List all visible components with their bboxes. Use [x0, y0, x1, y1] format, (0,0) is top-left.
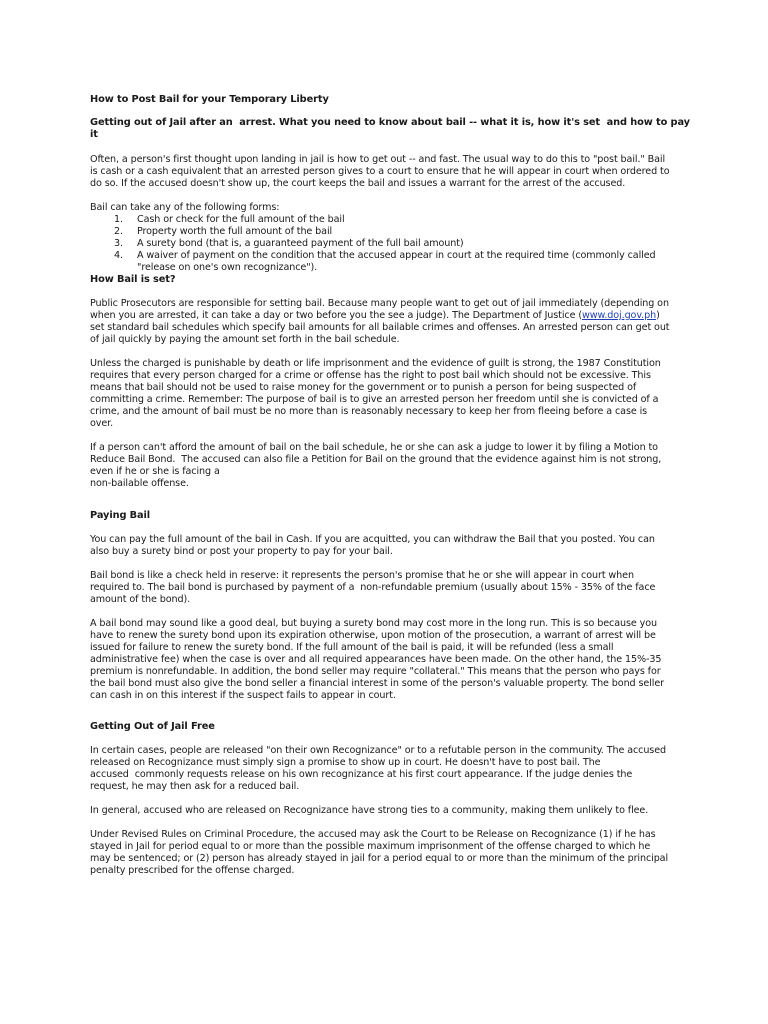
paragraph-line: have to renew the surety bond upon its expiration otherwise, upon motion of the prosecution, a warrant of arrest will be	[90, 630, 656, 641]
list-item-text: "release on one's own recognizance").	[137, 262, 318, 273]
intro-line: is cash or a cash equivalent that an arrested person gives to a court to ensure that he will appear in court when ordered to	[90, 166, 670, 177]
forms-intro: Bail can take any of the following forms:	[90, 202, 280, 213]
paragraph-line: issued for failure to renew the surety bond. If the full amount of the bail is paid, it will be refunded (less a small	[90, 642, 614, 653]
paragraph-line-text: when you are arrested, it can take a day or two before you the see a judge). The Department of Justice (	[90, 310, 582, 321]
document-title: How to Post Bail for your Temporary Liberty	[90, 94, 329, 105]
paragraph-line-text: )	[656, 310, 660, 321]
list-item-text: A surety bond (that is, a guaranteed payment of the full bail amount)	[137, 238, 464, 249]
list-item-text: Cash or check for the full amount of the bail	[137, 214, 345, 225]
list-item-number: 1.	[114, 214, 123, 225]
paragraph-line: committing a crime. Remember: The purpose of bail is to give an arrested person her freedom until she is convicted of a	[90, 394, 659, 405]
paragraph-line: accused commonly requests release on his own recognizance at his first court appearance. If the judge denies the	[90, 769, 633, 780]
paragraph-line: can cash in on this interest if the suspect fails to appear in court.	[90, 690, 396, 701]
paragraph-line: A bail bond may sound like a good deal, but buying a surety bond may cost more in the long run. This is so because you	[90, 618, 657, 629]
paragraph-line: set standard bail schedules which specify bail amounts for all bailable crimes and offenses. An arrested person can get out	[90, 322, 670, 333]
paragraph-line: required to. The bail bond is purchased by payment of a non-refundable premium (usually about 15% - 35% of the face	[90, 582, 656, 593]
paragraph-line: Bail bond is like a check held in reserve: it represents the person's promise that he or she will appear in court when	[90, 570, 634, 581]
paragraph-line: If a person can't afford the amount of bail on the bail schedule, he or she can ask a judge to lower it by filing a Motion to	[90, 442, 658, 453]
paragraph-line: administrative fee) when the case is over and all required appearances have been made. On the other hand, the 15%-35	[90, 654, 662, 665]
paragraph-line: Reduce Bail Bond. The accused can also file a Petition for Bail on the ground that the evidence against him is not strong,	[90, 454, 662, 465]
paragraph-line: stayed in Jail for period equal to or more than the possible maximum imprisonment of the offense charged to which he	[90, 841, 651, 852]
paragraph-line: requires that every person charged for a crime or offense has the right to post bail which should not be excessive. This	[90, 370, 651, 381]
paragraph-line: In general, accused who are released on Recognizance have strong ties to a community, making them unlikely to flee.	[90, 805, 649, 816]
paragraph-line: Unless the charged is punishable by death or life imprisonment and the evidence of guilt is strong, the 1987 Constitution	[90, 358, 661, 369]
list-item-number: 2.	[114, 226, 123, 237]
intro-line: do so. If the accused doesn't show up, the court keeps the bail and issues a warrant for the arrest of the accused.	[90, 178, 626, 189]
paragraph-line: Public Prosecutors are responsible for setting bail. Because many people want to get out of jail immediately (depending on	[90, 298, 669, 309]
section-heading-paying-bail: Paying Bail	[90, 510, 151, 521]
paragraph-line: over.	[90, 418, 114, 429]
paragraph-line: request, he may then ask for a reduced bail.	[90, 781, 300, 792]
paragraph-line: also buy a surety bind or post your property to pay for your bail.	[90, 546, 393, 557]
list-item-text: Property worth the full amount of the bail	[137, 226, 333, 237]
paragraph-line: released on Recognizance must simply sign a promise to show up in court. He doesn't have to post bail. The	[90, 757, 601, 768]
paragraph-line: penalty prescribed for the offense charged.	[90, 865, 295, 876]
paragraph-line: You can pay the full amount of the bail in Cash. If you are acquitted, you can withdraw the Bail that you posted. You can	[90, 534, 655, 545]
paragraph-line	[90, 310, 660, 322]
paragraph-line: In certain cases, people are released "on their own Recognizance" or to a refutable person in the community. The accused	[90, 745, 667, 756]
paragraph-line: amount of the bond).	[90, 594, 191, 605]
doj-link[interactable]: www.doj.gov.ph	[581, 310, 657, 321]
paragraph-line: premium is nonrefundable. In addition, the bond seller may require "collateral." This means that the person who pays for	[90, 666, 661, 677]
intro-line: Often, a person's first thought upon landing in jail is how to get out -- and fast. The usual way to do this to "post bail." Bail	[90, 154, 666, 165]
section-heading-jail-free: Getting Out of Jail Free	[90, 721, 215, 732]
subtitle-line-1: Getting out of Jail after an arrest. What you need to know about bail -- what it is, how it's set and how to pay	[90, 117, 690, 128]
paragraph-line: may be sentenced; or (2) person has already stayed in jail for a period equal to or more than the minimum of the principal	[90, 853, 669, 864]
subtitle-line-2: it	[90, 129, 98, 140]
list-item-number: 4.	[114, 250, 123, 261]
paragraph-line: even if he or she is facing a	[90, 466, 220, 477]
paragraph-line: the bail bond must also give the bond seller a financial interest in some of the person's valuable property. The bond seller	[90, 678, 664, 689]
section-heading-how-bail-set: How Bail is set?	[90, 274, 176, 285]
paragraph-line: crime, and the amount of bail must be no more than is reasonably necessary to keep her from fleeing before a case is	[90, 406, 648, 417]
list-item-number: 3.	[114, 238, 123, 249]
paragraph-line: of jail quickly by paying the amount set forth in the bail schedule.	[90, 334, 400, 345]
paragraph-line: Under Revised Rules on Criminal Procedure, the accused may ask the Court to be Release on Recognizance (1) if he has	[90, 829, 656, 840]
list-item-text: A waiver of payment on the condition that the accused appear in court at the required time (commonly called	[137, 250, 656, 261]
paragraph-line: non-bailable offense.	[90, 478, 189, 489]
paragraph-line: means that bail should not be used to raise money for the government or to punish a person for being suspected of	[90, 382, 637, 393]
